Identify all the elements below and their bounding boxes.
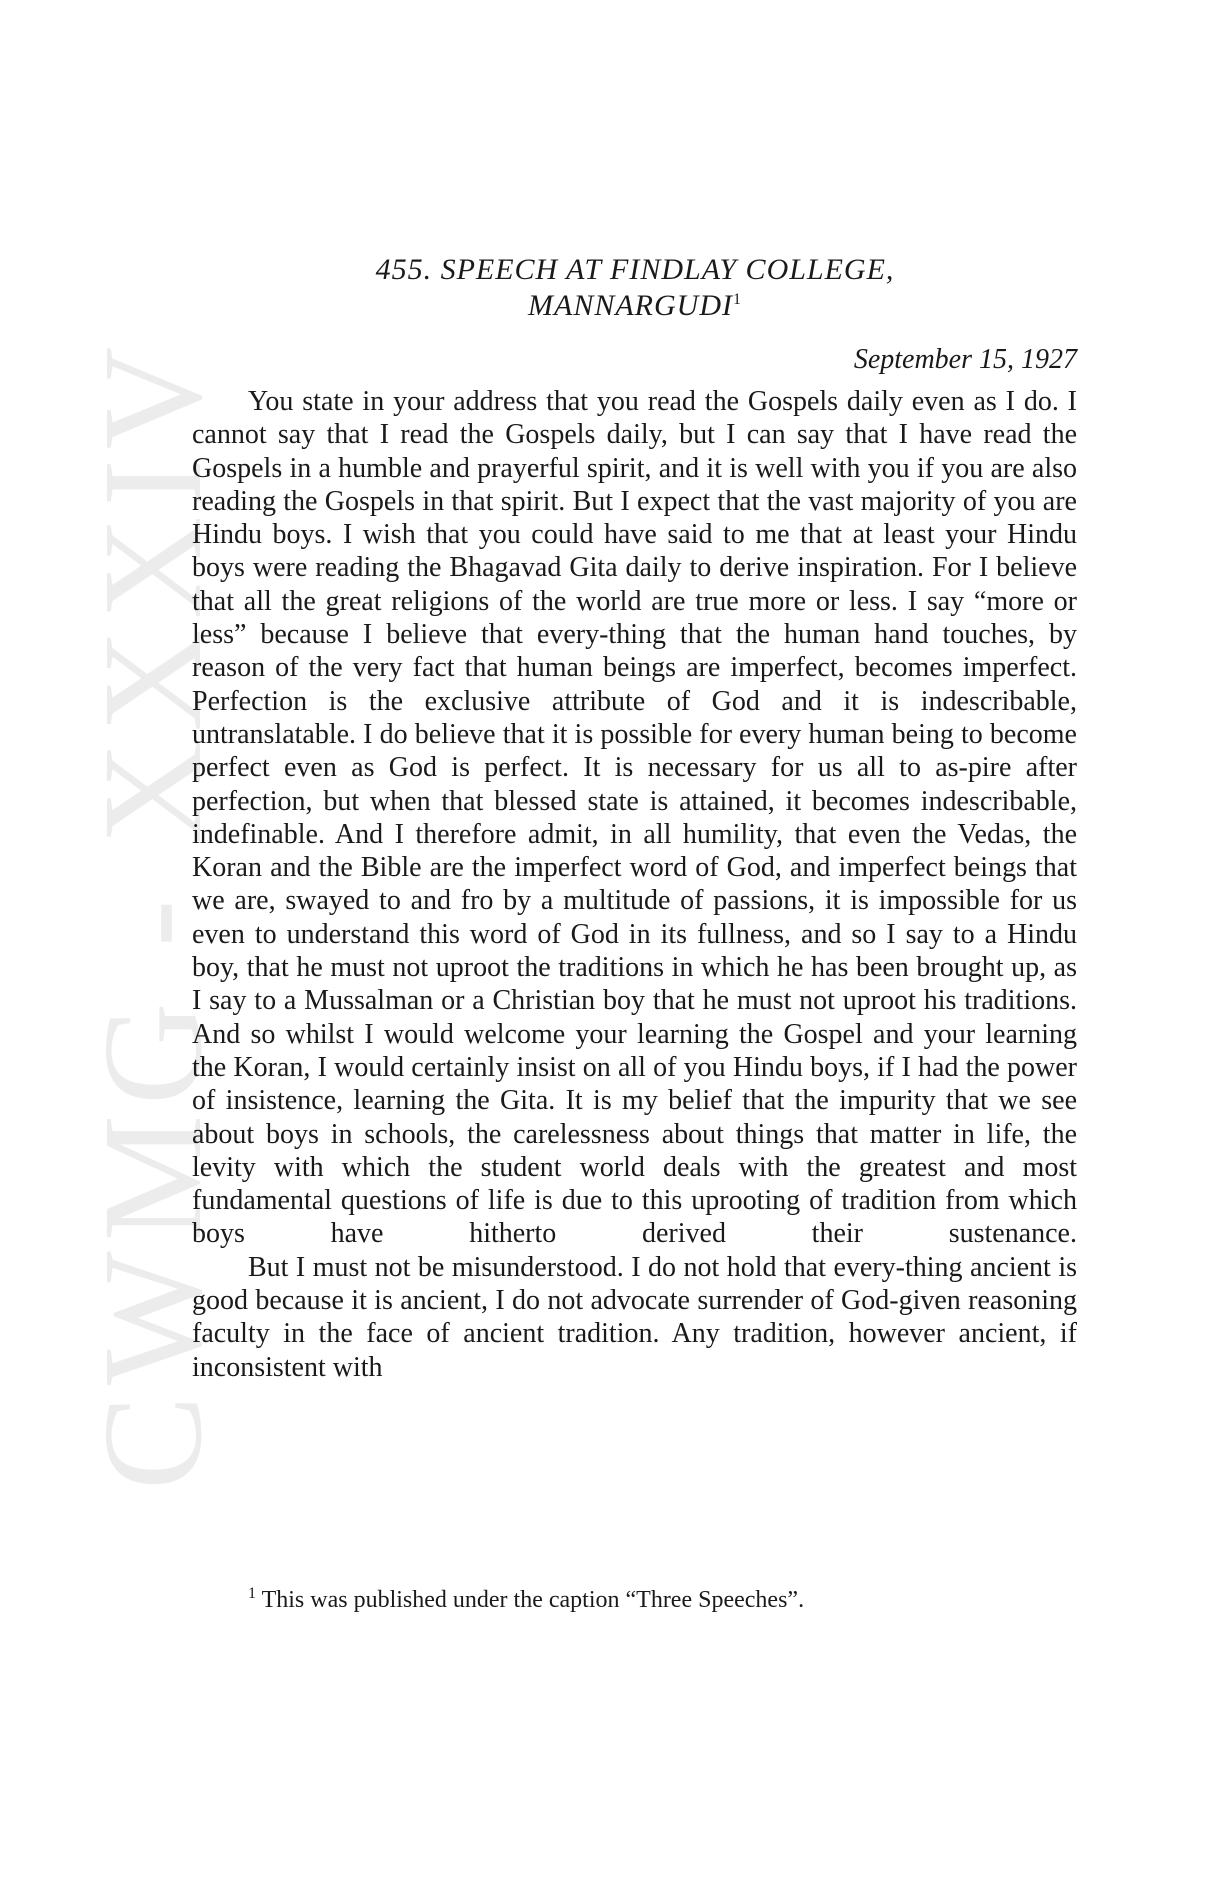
watermark-text: CWMG - XXXIV <box>73 336 231 1490</box>
speech-title: 455. SPEECH AT FINDLAY COLLEGE, <box>375 253 895 286</box>
paragraph-1: You state in your address that you read the Gospels daily even as I do. I cannot say that I read the Gospels daily, but I can say that I have read the Gospels in a humble and prayerful spirit, and it is well with you if you are also reading the Gospels in that spirit. But I expect that the vast majority of you are Hindu boys. I wish that you could have said to me that at least your Hindu boys were reading the Bhagavad Gita daily to derive inspiration. For I believe that all the great religions of the world are true more or less. I say “more or less” because I believe that every-thing that the human hand touches, by reason of the very fact that human beings are imperfect, becomes imperfect. Perfection is the exclusive attribute of God and it is indescribable, untranslatable. I do believe that it is possible for every human being to become perfect even as God is perfect. It is necessary for us all to as-pire after perfection, but when that blessed state is attained, it becomes indescribable, indefinable. And I therefore admit, in all humility, that even the Vedas, the Koran and the Bible are the imperfect word of God, and imperfect beings that we are, swayed to and fro by a multitude of passions, it is impossible for us even to understand this word of God in its fullness, and so I say to a Hindu boy, that he must not uproot the traditions in which he has been brought up, as I say to a Mussalman or a Christian boy that he must not uproot his traditions. And so whilst I would welcome your learning the Gospel and your learning the Koran, I would certainly insist on all of you Hindu boys, if I had the power of insistence, learning the Gita. It is my belief that the impurity that we see about boys in schools, the carelessness about things that matter in life, the levity with which the student world deals with the greatest and most fundamental questions of life is due to this uprooting of tradition from which boys have hitherto derived their sustenance. <box>192 386 1077 1250</box>
speech-date: September 15, 1927 <box>853 344 1077 375</box>
paragraph-2: But I must not be misunderstood. I do not hold that every-thing ancient is good because it is ancient, I do not advocate surrender of God-given reasoning faculty in the face of ancient tradition. Any tradition, however ancient, if inconsistent with <box>192 1251 1077 1383</box>
speech-title-place-text: MANNARGUDI <box>528 289 733 322</box>
speech-body <box>192 385 1077 1384</box>
footnote-mark: 1 <box>248 1585 256 1602</box>
footnote-text: This was published under the caption “Three Speeches”. <box>261 1587 805 1613</box>
speech-title-place <box>190 288 1080 324</box>
footnote <box>248 1585 804 1615</box>
title-footnote-mark: 1 <box>732 291 742 308</box>
